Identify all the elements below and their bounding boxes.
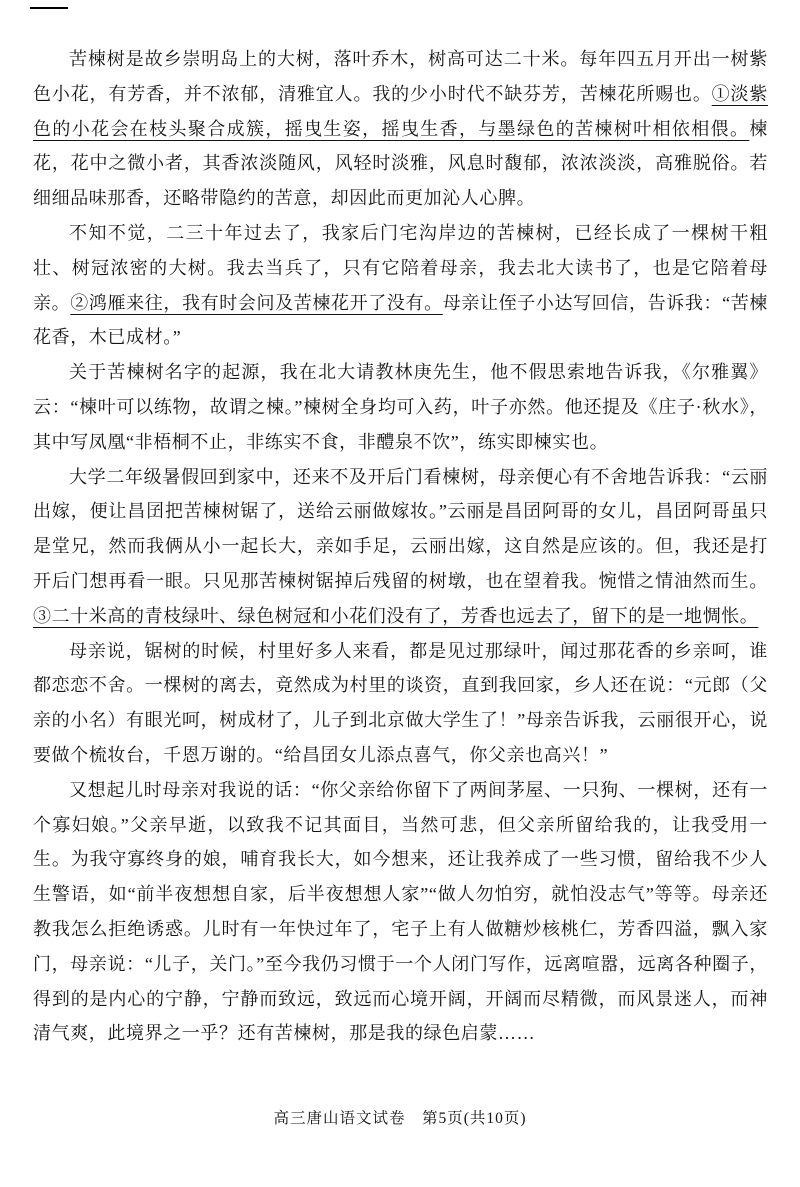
text-segment: 苦楝树是故乡崇明岛上的大树，落叶乔木，树高可达二十米。每年四五月开出一树紫色小花，有芳香，并不浓郁，清雅宜人。我的少小时代不缺芬芳，苦楝花所赐也。 [33, 49, 768, 104]
page-footer [0, 1106, 800, 1128]
paragraph [33, 355, 768, 459]
text-segment: 关于苦楝树名字的起源，我在北大请教林庚先生，他不假思索地告诉我，《尔雅翼》云：“楝叶可以练物，故谓之楝。”楝树全身均可入药，叶子亦然。他还提及《庄子·秋水》，其中写凤凰“非梧桐不止，非练实不食，非醴泉不饮”，练实即楝实也。 [33, 362, 768, 452]
underlined-sentence: ①淡紫色的小花会在枝头聚合成簇，摇曳生姿，摇曳生香，与墨绿色的苦楝树叶相依相偎。 [33, 83, 768, 139]
text-segment: 母亲说，锯树的时候，村里好多人来看，都是见过那绿叶，闻过那花香的乡亲呵，谁都恋恋不舍。一棵树的离去，竟然成为村里的谈资，直到我回家，乡人还在说：“元郎（父亲的小名）有眼光呵，树成材了，儿子到北京做大学生了！”母亲告诉我，云丽很开心，说要做个梳妆台，千恩万谢的。“给昌囝女儿添点喜气，你父亲也高兴！” [33, 640, 768, 765]
paragraph [33, 773, 768, 1051]
paragraph [33, 634, 768, 773]
essay-body [33, 42, 768, 1051]
text-segment: 又想起儿时母亲对我说的话：“你父亲给你留下了两间茅屋、一只狗、一棵树，还有一个寡妇娘。”父亲早逝，以致我不记其面目，当然可悲，但父亲所留给我的，让我受用一生。为我守寡终身的娘，哺育我长大，如今想来，还让我养成了一些习惯，留给我不少人生警语，如“前半夜想想自家，后半夜想想人家”“做人勿怕穷，就怕没志气”等等。母亲还教我怎么拒绝诱惑。儿时有一年快过年了，宅子上有人做糖炒核桃仁，芳香四溢，飘入家门，母亲说：“儿子，关门。”至今我仍习惯于一个人闭门写作，远离喧嚣，远离各种圈子，得到的是内心的宁静，宁静而致远，致远而心境开阔，开阔而尽精微，而风景迷人，而神清气爽，此境界之一乎？还有苦楝树，那是我的绿色启蒙…… [33, 779, 768, 1044]
text-segment: 不知不觉，二三十年过去了，我家后门宅沟岸边的苦楝树，已经长成了一棵树干粗壮、树冠浓密的大树。我去当兵了，只有它陪着母亲，我去北大读书了，也是它陪着母亲。 [33, 222, 768, 313]
underlined-sentence: ③二十米高的青枝绿叶、绿色树冠和小花们没有了，芳香也远去了，留下的是一地惆怅。 [33, 605, 759, 626]
paragraph [33, 42, 768, 216]
paragraph [33, 216, 768, 355]
paragraph [33, 460, 768, 634]
crop-mark [30, 7, 68, 9]
text-segment: 大学二年级暑假回到家中，还来不及开后门看楝树，母亲便心有不舍地告诉我：“云丽出嫁，便让昌囝把苦楝树锯了，送给云丽做嫁妆。”云丽是昌囝阿哥的女儿，昌囝阿哥虽只是堂兄，然而我俩从小一起长大，亲如手足，云丽出嫁，这自然是应该的。但，我还是打开后门想再看一眼。只见那苦楝树锯掉后残留的树墩，也在望着我。惋惜之情油然而生。 [33, 466, 768, 591]
text-segment: 母亲让侄子小达写回信，告诉我：“苦楝花香，木已成材。” [33, 292, 769, 348]
underlined-sentence: ②鸿雁来往，我有时会问及苦楝花开了没有。 [70, 292, 443, 313]
footer-text: 高三唐山语文试卷 第5页(共10页) [273, 1110, 527, 1127]
text-segment: 楝花，花中之微小者，其香浓淡随风，风轻时淡雅，风息时馥郁，浓浓淡淡，高雅脱俗。若细细品味那香，还略带隐约的苦意，却因此而更加沁人心脾。 [33, 118, 768, 209]
